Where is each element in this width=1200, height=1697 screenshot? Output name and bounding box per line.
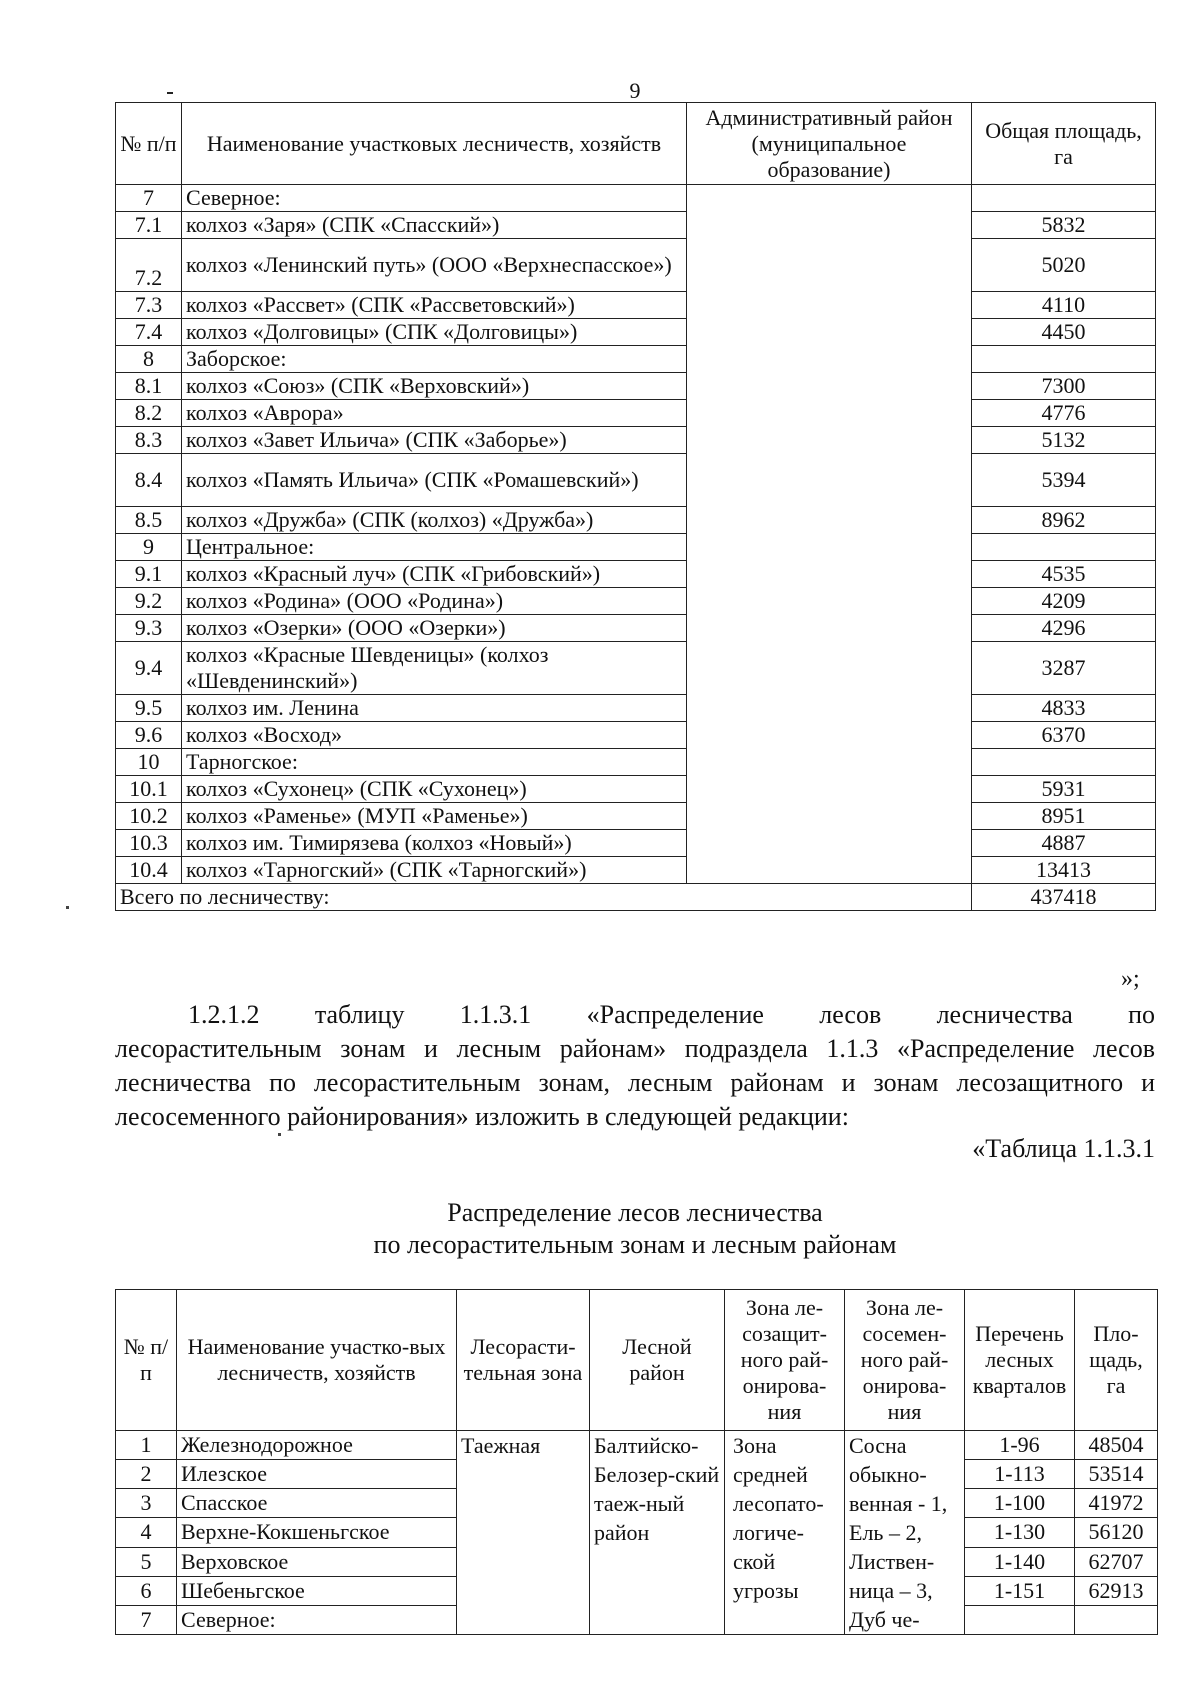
header-seed-zone: Зона ле-сосемен-ного рай-онирова-ния bbox=[845, 1290, 965, 1431]
table-row bbox=[116, 292, 1156, 319]
row-name: Северное: bbox=[182, 185, 687, 212]
table-row bbox=[116, 695, 1156, 722]
row-area: 5132 bbox=[972, 427, 1156, 454]
row-name: Илезское bbox=[177, 1460, 457, 1489]
row-num: 10 bbox=[116, 749, 182, 776]
table-row bbox=[116, 534, 1156, 561]
row-quarters bbox=[965, 1605, 1075, 1634]
header-district: Административный район (муниципальное образование) bbox=[687, 103, 972, 185]
table-row bbox=[116, 561, 1156, 588]
row-num: 6 bbox=[116, 1576, 177, 1605]
table-row bbox=[116, 776, 1156, 803]
table-row bbox=[116, 346, 1156, 373]
row-area: 62913 bbox=[1075, 1576, 1158, 1605]
header-protect-zone: Зона ле-созащит-ного рай-онирова-ния bbox=[725, 1290, 845, 1431]
row-area bbox=[972, 185, 1156, 212]
table-row bbox=[116, 642, 1156, 695]
row-name: Тарногское: bbox=[182, 749, 687, 776]
row-name: колхоз «Аврора» bbox=[182, 400, 687, 427]
row-area: 5832 bbox=[972, 212, 1156, 239]
row-area: 4450 bbox=[972, 319, 1156, 346]
table-row bbox=[116, 722, 1156, 749]
row-name: колхоз им. Тимирязева (колхоз «Новый») bbox=[182, 830, 687, 857]
row-num: 10.3 bbox=[116, 830, 182, 857]
table-row bbox=[116, 454, 1156, 507]
row-name: колхоз «Родина» (ООО «Родина») bbox=[182, 588, 687, 615]
row-area: 5931 bbox=[972, 776, 1156, 803]
row-area: 56120 bbox=[1075, 1518, 1158, 1547]
row-name: колхоз «Сухонец» (СПК «Сухонец») bbox=[182, 776, 687, 803]
forest-zones-table bbox=[115, 1289, 1158, 1635]
seed-zone-cell: Сосна обыкно-венная - 1, Ель – 2, Листвен-ница – 3, Дуб че- bbox=[845, 1431, 965, 1635]
row-area: 8962 bbox=[972, 507, 1156, 534]
header-num: № п/п bbox=[116, 103, 182, 185]
table-row bbox=[116, 427, 1156, 454]
row-num: 9.2 bbox=[116, 588, 182, 615]
row-num: 8 bbox=[116, 346, 182, 373]
row-num: 9.5 bbox=[116, 695, 182, 722]
table-title-line1: Распределение лесов лесничества bbox=[447, 1198, 823, 1227]
table-row bbox=[116, 185, 1156, 212]
row-name: колхоз «Рассвет» (СПК «Рассветовский») bbox=[182, 292, 687, 319]
table-label: «Таблица 1.1.3.1 bbox=[972, 1134, 1155, 1163]
row-num: 9.6 bbox=[116, 722, 182, 749]
table-title bbox=[0, 1197, 1200, 1261]
row-num: 10.2 bbox=[116, 803, 182, 830]
header-num: № п/п bbox=[116, 1290, 177, 1431]
scan-mark bbox=[167, 92, 173, 94]
table-row bbox=[116, 857, 1156, 884]
scan-mark bbox=[66, 906, 69, 909]
table-title-line2: по лесорастительным зонам и лесным районам bbox=[373, 1230, 897, 1259]
row-num: 10.4 bbox=[116, 857, 182, 884]
row-quarters: 1-151 bbox=[965, 1576, 1075, 1605]
row-area: 4535 bbox=[972, 561, 1156, 588]
row-area: 62707 bbox=[1075, 1547, 1158, 1576]
row-area: 5394 bbox=[972, 454, 1156, 507]
row-area bbox=[972, 534, 1156, 561]
row-name: колхоз «Раменье» (МУП «Раменье») bbox=[182, 803, 687, 830]
row-num: 9.4 bbox=[116, 642, 182, 695]
row-num: 5 bbox=[116, 1547, 177, 1576]
row-area bbox=[972, 346, 1156, 373]
header-area: Пло-щадь, га bbox=[1075, 1290, 1158, 1431]
row-area: 4776 bbox=[972, 400, 1156, 427]
page-number: 9 bbox=[629, 78, 641, 103]
row-name: колхоз «Красные Шевденицы» (колхоз «Шевденинский») bbox=[182, 642, 687, 695]
table-row bbox=[116, 373, 1156, 400]
header-area: Общая площадь, га bbox=[972, 103, 1156, 185]
row-area: 13413 bbox=[972, 857, 1156, 884]
row-name: колхоз «Долговицы» (СПК «Долговицы») bbox=[182, 319, 687, 346]
row-name: Верховское bbox=[177, 1547, 457, 1576]
row-num: 8.4 bbox=[116, 454, 182, 507]
table-row bbox=[116, 239, 1156, 292]
region-cell: Балтийско-Белозер-ский таеж-ный район bbox=[590, 1431, 725, 1635]
row-area: 4110 bbox=[972, 292, 1156, 319]
row-name: колхоз «Заря» (СПК «Спасский») bbox=[182, 212, 687, 239]
table-row bbox=[116, 212, 1156, 239]
row-name: колхоз «Завет Ильича» (СПК «Заборье») bbox=[182, 427, 687, 454]
table-row bbox=[116, 507, 1156, 534]
row-num: 8.5 bbox=[116, 507, 182, 534]
row-name: колхоз «Дружба» (СПК (колхоз) «Дружба») bbox=[182, 507, 687, 534]
district-cell bbox=[687, 185, 972, 884]
row-name: Железнодорожное bbox=[177, 1431, 457, 1460]
row-name: Центральное: bbox=[182, 534, 687, 561]
table-row bbox=[116, 803, 1156, 830]
row-num: 10.1 bbox=[116, 776, 182, 803]
row-num: 1 bbox=[116, 1431, 177, 1460]
row-name: Заборское: bbox=[182, 346, 687, 373]
row-area: 48504 bbox=[1075, 1431, 1158, 1460]
row-num: 9.3 bbox=[116, 615, 182, 642]
row-num: 7.4 bbox=[116, 319, 182, 346]
row-name: Верхне-Кокшеньгское bbox=[177, 1518, 457, 1547]
forestry-areas-table bbox=[115, 102, 1156, 911]
row-num: 8.1 bbox=[116, 373, 182, 400]
row-num: 3 bbox=[116, 1489, 177, 1518]
table-row bbox=[116, 588, 1156, 615]
protect-zone-cell: Зона средней лесопато-логиче-ской угрозы bbox=[725, 1431, 845, 1635]
row-name: Шебеньгское bbox=[177, 1576, 457, 1605]
row-name: Северное: bbox=[177, 1605, 457, 1634]
row-num: 4 bbox=[116, 1518, 177, 1547]
table-row bbox=[116, 615, 1156, 642]
row-area: 53514 bbox=[1075, 1460, 1158, 1489]
row-num: 7.1 bbox=[116, 212, 182, 239]
row-area bbox=[972, 749, 1156, 776]
row-name: колхоз «Тарногский» (СПК «Тарногский») bbox=[182, 857, 687, 884]
header-zone: Лесорасти-тельная зона bbox=[457, 1290, 590, 1431]
row-name: колхоз «Союз» (СПК «Верховский») bbox=[182, 373, 687, 400]
amendment-paragraph bbox=[115, 998, 1155, 1134]
table-row bbox=[116, 319, 1156, 346]
row-num: 8.3 bbox=[116, 427, 182, 454]
row-area: 3287 bbox=[972, 642, 1156, 695]
header-quarters: Перечень лесных кварталов bbox=[965, 1290, 1075, 1431]
row-num: 2 bbox=[116, 1460, 177, 1489]
row-num: 9.1 bbox=[116, 561, 182, 588]
row-area: 5020 bbox=[972, 239, 1156, 292]
row-area: 4833 bbox=[972, 695, 1156, 722]
row-quarters: 1-96 bbox=[965, 1431, 1075, 1460]
row-name: колхоз «Восход» bbox=[182, 722, 687, 749]
row-num: 9 bbox=[116, 534, 182, 561]
zone-cell: Таежная bbox=[457, 1431, 590, 1635]
row-quarters: 1-140 bbox=[965, 1547, 1075, 1576]
row-num: 7.2 bbox=[116, 239, 182, 292]
row-quarters: 1-100 bbox=[965, 1489, 1075, 1518]
row-name: колхоз «Ленинский путь» (ООО «Верхнеспасское») bbox=[182, 239, 687, 292]
table-row bbox=[116, 830, 1156, 857]
header-name: Наименование участковых лесничеств, хозяйств bbox=[182, 103, 687, 185]
row-area: 41972 bbox=[1075, 1489, 1158, 1518]
row-num: 7 bbox=[116, 185, 182, 212]
header-region: Лесной район bbox=[590, 1290, 725, 1431]
header-name: Наименование участко-вых лесничеств, хозяйств bbox=[177, 1290, 457, 1431]
row-area bbox=[1075, 1605, 1158, 1634]
row-quarters: 1-130 bbox=[965, 1518, 1075, 1547]
total-row bbox=[116, 884, 1156, 911]
row-num: 7.3 bbox=[116, 292, 182, 319]
paragraph-first-line: 1.2.1.2 таблицу 1.1.3.1 «Распределение лесов лесничества по bbox=[188, 1000, 1155, 1029]
table-row bbox=[116, 749, 1156, 776]
row-area: 6370 bbox=[972, 722, 1156, 749]
row-area: 7300 bbox=[972, 373, 1156, 400]
paragraph-rest: лесорастительным зонам и лесным районам» подраздела 1.1.3 «Распределение лесов лесничества по лесорастительным зонам, лесным районам и зонам лесозащитного и лесосеменного районирования» изложить в следующей редакции: bbox=[115, 1034, 1155, 1131]
total-label: Всего по лесничеству: bbox=[116, 884, 972, 911]
row-name: колхоз «Озерки» (ООО «Озерки») bbox=[182, 615, 687, 642]
closing-quote: »; bbox=[1121, 966, 1140, 992]
table-row bbox=[116, 400, 1156, 427]
row-num: 8.2 bbox=[116, 400, 182, 427]
row-name: колхоз «Память Ильича» (СПК «Ромашевский») bbox=[182, 454, 687, 507]
total-value: 437418 bbox=[972, 884, 1156, 911]
row-area: 4209 bbox=[972, 588, 1156, 615]
row-name: Спасское bbox=[177, 1489, 457, 1518]
table-row bbox=[116, 1431, 1158, 1460]
row-quarters: 1-113 bbox=[965, 1460, 1075, 1489]
row-area: 4887 bbox=[972, 830, 1156, 857]
row-area: 8951 bbox=[972, 803, 1156, 830]
row-name: колхоз им. Ленина bbox=[182, 695, 687, 722]
row-name: колхоз «Красный луч» (СПК «Грибовский») bbox=[182, 561, 687, 588]
row-area: 4296 bbox=[972, 615, 1156, 642]
row-num: 7 bbox=[116, 1605, 177, 1634]
